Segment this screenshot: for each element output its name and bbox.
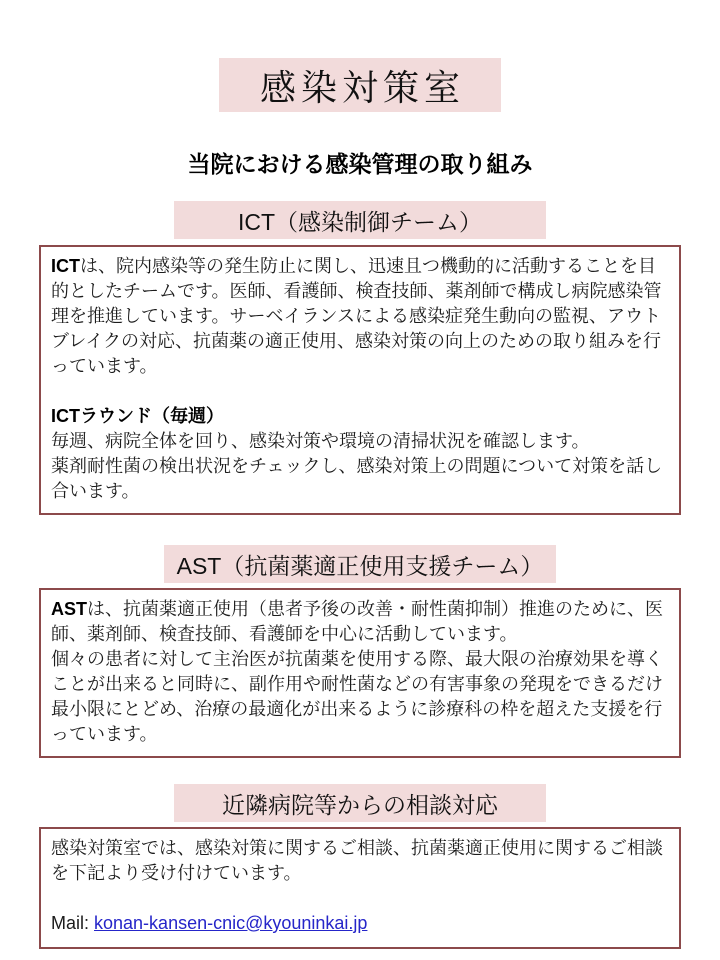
ast-intro-paragraph bbox=[51, 597, 669, 647]
ast-paragraph-2: 個々の患者に対して主治医が抗菌薬を使用する際、最大限の治療効果を導くことが出来ると同時に、副作用や耐性菌などの有害事象の発現をできるだけ最小限にとどめ、治療の最適化が出来るように診療科の枠を超えた支援を行っています。 bbox=[51, 649, 663, 744]
section-header-ict bbox=[174, 201, 546, 239]
ict-intro-text: は、院内感染等の発生防止に関し、迅速且つ機動的に活動することを目的としたチームです。医師、看護師、検査技師、薬剤師で構成し病院感染管理を推進しています。サーベイランスによる感染症発生動向の監視、アウトブレイクの対応、抗菌薬の適正使用、感染対策の向上のための取り組みを行っています。 bbox=[51, 256, 662, 376]
mail-line bbox=[51, 911, 669, 936]
ast-intro-bold-prefix: AST bbox=[51, 599, 87, 619]
ast-intro-text: は、抗菌薬適正使用（患者予後の改善・耐性菌抑制）推進のために、医師、薬剤師、検査技師、看護師を中心に活動しています。 bbox=[51, 599, 663, 644]
section-header-ast bbox=[164, 545, 556, 583]
ict-intro-bold-prefix: ICT bbox=[51, 256, 80, 276]
ict-description-box bbox=[39, 245, 681, 515]
page-subtitle: 当院における感染管理の取り組み bbox=[187, 151, 533, 177]
ict-intro-paragraph bbox=[51, 254, 669, 379]
section-header-ast-label: AST（抗菌薬適正使用支援チーム） bbox=[176, 552, 544, 579]
ict-round-line2: 薬剤耐性菌の検出状況をチェックし、感染対策上の問題について対策を話し合います。 bbox=[51, 456, 663, 501]
ast-description-box bbox=[39, 588, 681, 758]
ict-blank-line bbox=[51, 379, 669, 404]
mail-label: Mail: bbox=[51, 913, 95, 933]
ict-round-line1: 毎週、病院全体を回り、感染対策や環境の清掃状況を確認します。 bbox=[51, 431, 590, 451]
section-header-consult-label: 近隣病院等からの相談対応 bbox=[222, 791, 498, 818]
consult-contact-box bbox=[39, 827, 681, 949]
page-title-banner bbox=[219, 58, 501, 112]
consult-paragraph: 感染対策室では、感染対策に関するご相談、抗菌薬適正使用に関するご相談を下記より受け付けています。 bbox=[51, 838, 663, 883]
section-header-ict-label: ICT（感染制御チーム） bbox=[237, 208, 483, 235]
ict-round-title: ICTラウンド（毎週） bbox=[51, 406, 224, 426]
consult-blank-line bbox=[51, 886, 669, 911]
contact-email-link[interactable]: konan-kansen-cnic@kyouninkai.jp bbox=[94, 913, 368, 933]
page-title: 感染対策室 bbox=[259, 66, 465, 108]
section-header-consult bbox=[174, 784, 546, 822]
